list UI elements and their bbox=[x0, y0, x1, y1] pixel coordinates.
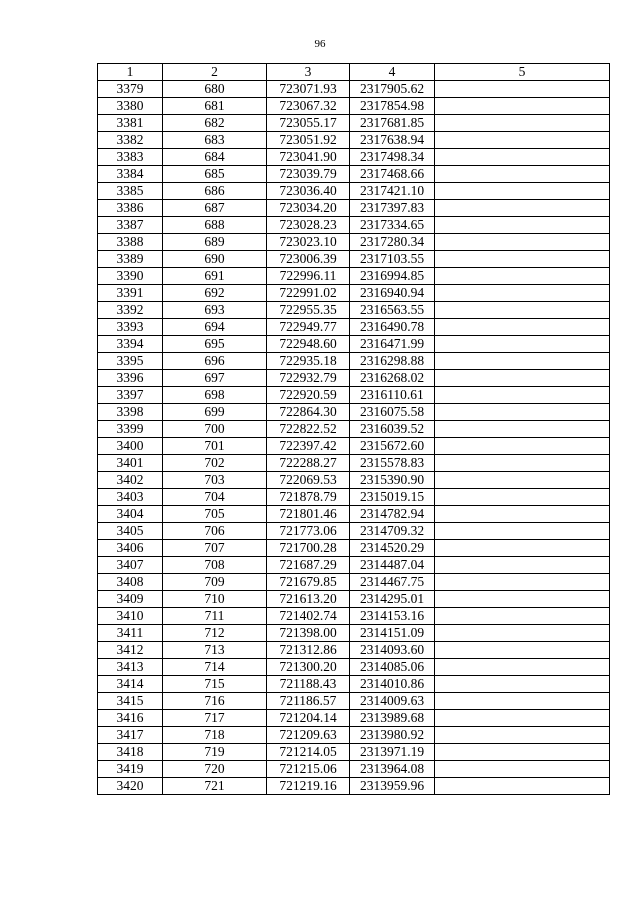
table-cell: 719 bbox=[163, 744, 267, 761]
table-cell bbox=[435, 625, 610, 642]
table-cell bbox=[435, 455, 610, 472]
table-cell: 2316563.55 bbox=[350, 302, 435, 319]
table-cell: 2315578.83 bbox=[350, 455, 435, 472]
table-cell: 721801.46 bbox=[267, 506, 350, 523]
table-cell bbox=[435, 166, 610, 183]
table-cell: 721215.06 bbox=[267, 761, 350, 778]
table-cell: 721402.74 bbox=[267, 608, 350, 625]
table-row bbox=[98, 744, 610, 761]
table-cell: 3379 bbox=[98, 81, 163, 98]
table-cell: 3405 bbox=[98, 523, 163, 540]
table-cell: 686 bbox=[163, 183, 267, 200]
table-row bbox=[98, 472, 610, 489]
table-cell: 3402 bbox=[98, 472, 163, 489]
table-cell: 705 bbox=[163, 506, 267, 523]
table-cell bbox=[435, 608, 610, 625]
table-cell: 3384 bbox=[98, 166, 163, 183]
table-row bbox=[98, 591, 610, 608]
table-cell bbox=[435, 81, 610, 98]
table-cell: 715 bbox=[163, 676, 267, 693]
table-row bbox=[98, 438, 610, 455]
table-cell: 3391 bbox=[98, 285, 163, 302]
table-cell: 706 bbox=[163, 523, 267, 540]
table-cell bbox=[435, 183, 610, 200]
table-cell: 3408 bbox=[98, 574, 163, 591]
table-cell: 712 bbox=[163, 625, 267, 642]
table-cell bbox=[435, 302, 610, 319]
table-cell: 3382 bbox=[98, 132, 163, 149]
table-cell: 721214.05 bbox=[267, 744, 350, 761]
table-cell: 2316490.78 bbox=[350, 319, 435, 336]
table-row bbox=[98, 183, 610, 200]
coordinates-table bbox=[97, 63, 610, 795]
table-cell: 3389 bbox=[98, 251, 163, 268]
table-row bbox=[98, 200, 610, 217]
table-row bbox=[98, 285, 610, 302]
page-number: 96 bbox=[314, 38, 326, 50]
table-cell: 2317421.10 bbox=[350, 183, 435, 200]
table-cell: 3381 bbox=[98, 115, 163, 132]
table-row bbox=[98, 166, 610, 183]
table-cell: 3403 bbox=[98, 489, 163, 506]
table-row bbox=[98, 319, 610, 336]
table-cell: 3420 bbox=[98, 778, 163, 795]
table-cell bbox=[435, 217, 610, 234]
table-cell: 3385 bbox=[98, 183, 163, 200]
table-cell bbox=[435, 319, 610, 336]
table-cell: 714 bbox=[163, 659, 267, 676]
table-cell bbox=[435, 149, 610, 166]
table-cell: 2314709.32 bbox=[350, 523, 435, 540]
table-cell: 721398.00 bbox=[267, 625, 350, 642]
table-cell: 708 bbox=[163, 557, 267, 574]
table-cell: 3419 bbox=[98, 761, 163, 778]
table-row bbox=[98, 761, 610, 778]
table-cell: 695 bbox=[163, 336, 267, 353]
table-cell: 2317854.98 bbox=[350, 98, 435, 115]
table-cell bbox=[435, 540, 610, 557]
table-cell bbox=[435, 761, 610, 778]
table-cell: 723039.79 bbox=[267, 166, 350, 183]
table-cell: 721209.63 bbox=[267, 727, 350, 744]
table-cell: 2317681.85 bbox=[350, 115, 435, 132]
table-cell: 3416 bbox=[98, 710, 163, 727]
table-cell bbox=[435, 506, 610, 523]
table-row bbox=[98, 149, 610, 166]
table-cell: 721186.57 bbox=[267, 693, 350, 710]
table-cell: 3415 bbox=[98, 693, 163, 710]
table-cell: 722949.77 bbox=[267, 319, 350, 336]
table-cell: 2316994.85 bbox=[350, 268, 435, 285]
table-cell: 3409 bbox=[98, 591, 163, 608]
table-cell: 3400 bbox=[98, 438, 163, 455]
table-cell: 2313989.68 bbox=[350, 710, 435, 727]
table-cell bbox=[435, 574, 610, 591]
table-cell: 722864.30 bbox=[267, 404, 350, 421]
table-cell bbox=[435, 472, 610, 489]
table-cell: 3401 bbox=[98, 455, 163, 472]
table-cell: 3395 bbox=[98, 353, 163, 370]
table-cell: 723034.20 bbox=[267, 200, 350, 217]
table-cell: 721312.86 bbox=[267, 642, 350, 659]
table-row bbox=[98, 353, 610, 370]
table-row bbox=[98, 778, 610, 795]
table-cell: 698 bbox=[163, 387, 267, 404]
table-cell: 697 bbox=[163, 370, 267, 387]
table-cell: 3386 bbox=[98, 200, 163, 217]
table-row bbox=[98, 455, 610, 472]
table-cell: 717 bbox=[163, 710, 267, 727]
table-cell: 718 bbox=[163, 727, 267, 744]
table-cell: 2317103.55 bbox=[350, 251, 435, 268]
table-cell: 682 bbox=[163, 115, 267, 132]
table-cell: 723051.92 bbox=[267, 132, 350, 149]
table-cell: 3393 bbox=[98, 319, 163, 336]
table-row bbox=[98, 421, 610, 438]
table-cell bbox=[435, 591, 610, 608]
table-row bbox=[98, 132, 610, 149]
table-cell: 723023.10 bbox=[267, 234, 350, 251]
table-row bbox=[98, 642, 610, 659]
table-row bbox=[98, 115, 610, 132]
table-cell: 680 bbox=[163, 81, 267, 98]
table-cell: 2316110.61 bbox=[350, 387, 435, 404]
table-cell: 685 bbox=[163, 166, 267, 183]
table-row bbox=[98, 251, 610, 268]
table-cell: 3394 bbox=[98, 336, 163, 353]
table-cell: 722991.02 bbox=[267, 285, 350, 302]
table-cell bbox=[435, 200, 610, 217]
table-cell: 721687.29 bbox=[267, 557, 350, 574]
table-cell: 722069.53 bbox=[267, 472, 350, 489]
table-cell: 2314295.01 bbox=[350, 591, 435, 608]
column-header: 3 bbox=[267, 64, 350, 81]
table-cell: 2317468.66 bbox=[350, 166, 435, 183]
table-cell bbox=[435, 268, 610, 285]
table-cell: 2314153.16 bbox=[350, 608, 435, 625]
table-cell bbox=[435, 659, 610, 676]
table-cell: 681 bbox=[163, 98, 267, 115]
table-cell: 3399 bbox=[98, 421, 163, 438]
table-cell: 3411 bbox=[98, 625, 163, 642]
table-cell: 2316039.52 bbox=[350, 421, 435, 438]
table-cell bbox=[435, 489, 610, 506]
table-row bbox=[98, 506, 610, 523]
table-cell: 721878.79 bbox=[267, 489, 350, 506]
table-cell: 701 bbox=[163, 438, 267, 455]
table-cell bbox=[435, 710, 610, 727]
table-cell bbox=[435, 727, 610, 744]
table-cell: 713 bbox=[163, 642, 267, 659]
table-cell: 3406 bbox=[98, 540, 163, 557]
table-cell: 3413 bbox=[98, 659, 163, 676]
table-row bbox=[98, 268, 610, 285]
table-row bbox=[98, 404, 610, 421]
table-cell: 2317638.94 bbox=[350, 132, 435, 149]
table-row bbox=[98, 659, 610, 676]
table-cell bbox=[435, 642, 610, 659]
table-cell: 3392 bbox=[98, 302, 163, 319]
table-cell: 3418 bbox=[98, 744, 163, 761]
table-cell: 721773.06 bbox=[267, 523, 350, 540]
table-row bbox=[98, 81, 610, 98]
table-cell bbox=[435, 115, 610, 132]
table-cell bbox=[435, 523, 610, 540]
table-cell: 2316940.94 bbox=[350, 285, 435, 302]
table-cell: 688 bbox=[163, 217, 267, 234]
table-row bbox=[98, 98, 610, 115]
table-cell: 3404 bbox=[98, 506, 163, 523]
table-cell: 707 bbox=[163, 540, 267, 557]
table-cell: 2315390.90 bbox=[350, 472, 435, 489]
table-cell: 691 bbox=[163, 268, 267, 285]
table-cell: 3407 bbox=[98, 557, 163, 574]
table-cell: 3396 bbox=[98, 370, 163, 387]
table-cell bbox=[435, 778, 610, 795]
table-cell: 721700.28 bbox=[267, 540, 350, 557]
table-cell: 3414 bbox=[98, 676, 163, 693]
table-cell: 687 bbox=[163, 200, 267, 217]
table-cell: 720 bbox=[163, 761, 267, 778]
table-cell: 716 bbox=[163, 693, 267, 710]
table-header-row bbox=[98, 64, 610, 81]
table-cell: 3398 bbox=[98, 404, 163, 421]
table-cell: 3390 bbox=[98, 268, 163, 285]
table-cell: 721 bbox=[163, 778, 267, 795]
table-cell: 702 bbox=[163, 455, 267, 472]
table-body bbox=[98, 81, 610, 795]
table-cell bbox=[435, 251, 610, 268]
table-cell: 689 bbox=[163, 234, 267, 251]
table-cell: 2316075.58 bbox=[350, 404, 435, 421]
table-row bbox=[98, 710, 610, 727]
table-cell: 2315019.15 bbox=[350, 489, 435, 506]
table-cell: 2316471.99 bbox=[350, 336, 435, 353]
table-row bbox=[98, 574, 610, 591]
column-header: 5 bbox=[435, 64, 610, 81]
table-cell: 722955.35 bbox=[267, 302, 350, 319]
table-cell: 3412 bbox=[98, 642, 163, 659]
table-cell: 699 bbox=[163, 404, 267, 421]
table-cell: 709 bbox=[163, 574, 267, 591]
table-cell: 694 bbox=[163, 319, 267, 336]
table-cell: 710 bbox=[163, 591, 267, 608]
table-cell: 2316268.02 bbox=[350, 370, 435, 387]
table-cell: 721188.43 bbox=[267, 676, 350, 693]
table-cell: 723071.93 bbox=[267, 81, 350, 98]
table-cell: 704 bbox=[163, 489, 267, 506]
table-cell: 711 bbox=[163, 608, 267, 625]
table-cell bbox=[435, 421, 610, 438]
table-cell bbox=[435, 744, 610, 761]
table-row bbox=[98, 387, 610, 404]
table-cell: 2314093.60 bbox=[350, 642, 435, 659]
table-cell: 2314009.63 bbox=[350, 693, 435, 710]
table-cell bbox=[435, 676, 610, 693]
table-row bbox=[98, 302, 610, 319]
table-cell: 722932.79 bbox=[267, 370, 350, 387]
table-cell: 696 bbox=[163, 353, 267, 370]
table-cell: 721204.14 bbox=[267, 710, 350, 727]
table-cell: 2315672.60 bbox=[350, 438, 435, 455]
table-cell: 700 bbox=[163, 421, 267, 438]
table-cell: 2313971.19 bbox=[350, 744, 435, 761]
table-cell: 721679.85 bbox=[267, 574, 350, 591]
table-cell: 3387 bbox=[98, 217, 163, 234]
table-cell: 2314782.94 bbox=[350, 506, 435, 523]
table-row bbox=[98, 234, 610, 251]
table-cell bbox=[435, 353, 610, 370]
table-cell: 2317397.83 bbox=[350, 200, 435, 217]
table-cell: 683 bbox=[163, 132, 267, 149]
table-cell: 722822.52 bbox=[267, 421, 350, 438]
table-cell: 723067.32 bbox=[267, 98, 350, 115]
table-cell bbox=[435, 370, 610, 387]
table-cell: 2317334.65 bbox=[350, 217, 435, 234]
table-row bbox=[98, 217, 610, 234]
table-cell: 2317498.34 bbox=[350, 149, 435, 166]
table-cell: 2314010.86 bbox=[350, 676, 435, 693]
table-row bbox=[98, 540, 610, 557]
table-cell bbox=[435, 336, 610, 353]
table-cell: 2314151.09 bbox=[350, 625, 435, 642]
table-cell: 722935.18 bbox=[267, 353, 350, 370]
table-cell: 722996.11 bbox=[267, 268, 350, 285]
table-cell: 722288.27 bbox=[267, 455, 350, 472]
table-cell: 2317905.62 bbox=[350, 81, 435, 98]
table-row bbox=[98, 693, 610, 710]
table-cell: 684 bbox=[163, 149, 267, 166]
table-cell: 2314085.06 bbox=[350, 659, 435, 676]
table-cell bbox=[435, 404, 610, 421]
table-cell: 3388 bbox=[98, 234, 163, 251]
column-header: 1 bbox=[98, 64, 163, 81]
table-cell: 692 bbox=[163, 285, 267, 302]
table-row bbox=[98, 489, 610, 506]
table-row bbox=[98, 557, 610, 574]
table-cell: 723036.40 bbox=[267, 183, 350, 200]
table-cell: 721300.20 bbox=[267, 659, 350, 676]
table-cell: 721219.16 bbox=[267, 778, 350, 795]
table-cell: 2313980.92 bbox=[350, 727, 435, 744]
column-header: 4 bbox=[350, 64, 435, 81]
table-cell: 2313964.08 bbox=[350, 761, 435, 778]
table-cell: 690 bbox=[163, 251, 267, 268]
table-row bbox=[98, 676, 610, 693]
table-cell: 2314467.75 bbox=[350, 574, 435, 591]
table-row bbox=[98, 608, 610, 625]
table-cell: 3397 bbox=[98, 387, 163, 404]
table-cell: 2313959.96 bbox=[350, 778, 435, 795]
table-cell bbox=[435, 438, 610, 455]
column-header: 2 bbox=[163, 64, 267, 81]
table-cell: 2314520.29 bbox=[350, 540, 435, 557]
table-cell: 2314487.04 bbox=[350, 557, 435, 574]
table-cell bbox=[435, 693, 610, 710]
table-cell: 2317280.34 bbox=[350, 234, 435, 251]
table-row bbox=[98, 727, 610, 744]
table-cell: 3417 bbox=[98, 727, 163, 744]
table-cell: 693 bbox=[163, 302, 267, 319]
table-cell: 723041.90 bbox=[267, 149, 350, 166]
table-cell bbox=[435, 234, 610, 251]
table-row bbox=[98, 625, 610, 642]
table-cell bbox=[435, 132, 610, 149]
table-cell: 722948.60 bbox=[267, 336, 350, 353]
table-cell bbox=[435, 285, 610, 302]
table-cell: 723006.39 bbox=[267, 251, 350, 268]
table-cell: 3383 bbox=[98, 149, 163, 166]
table-cell: 722397.42 bbox=[267, 438, 350, 455]
table-cell: 2316298.88 bbox=[350, 353, 435, 370]
table-cell: 703 bbox=[163, 472, 267, 489]
table-cell bbox=[435, 387, 610, 404]
table-cell: 721613.20 bbox=[267, 591, 350, 608]
table-cell: 722920.59 bbox=[267, 387, 350, 404]
table-cell: 723028.23 bbox=[267, 217, 350, 234]
table-cell: 723055.17 bbox=[267, 115, 350, 132]
table-cell bbox=[435, 98, 610, 115]
table-cell: 3380 bbox=[98, 98, 163, 115]
table-row bbox=[98, 370, 610, 387]
table-cell: 3410 bbox=[98, 608, 163, 625]
table-cell bbox=[435, 557, 610, 574]
table-row bbox=[98, 523, 610, 540]
table-row bbox=[98, 336, 610, 353]
